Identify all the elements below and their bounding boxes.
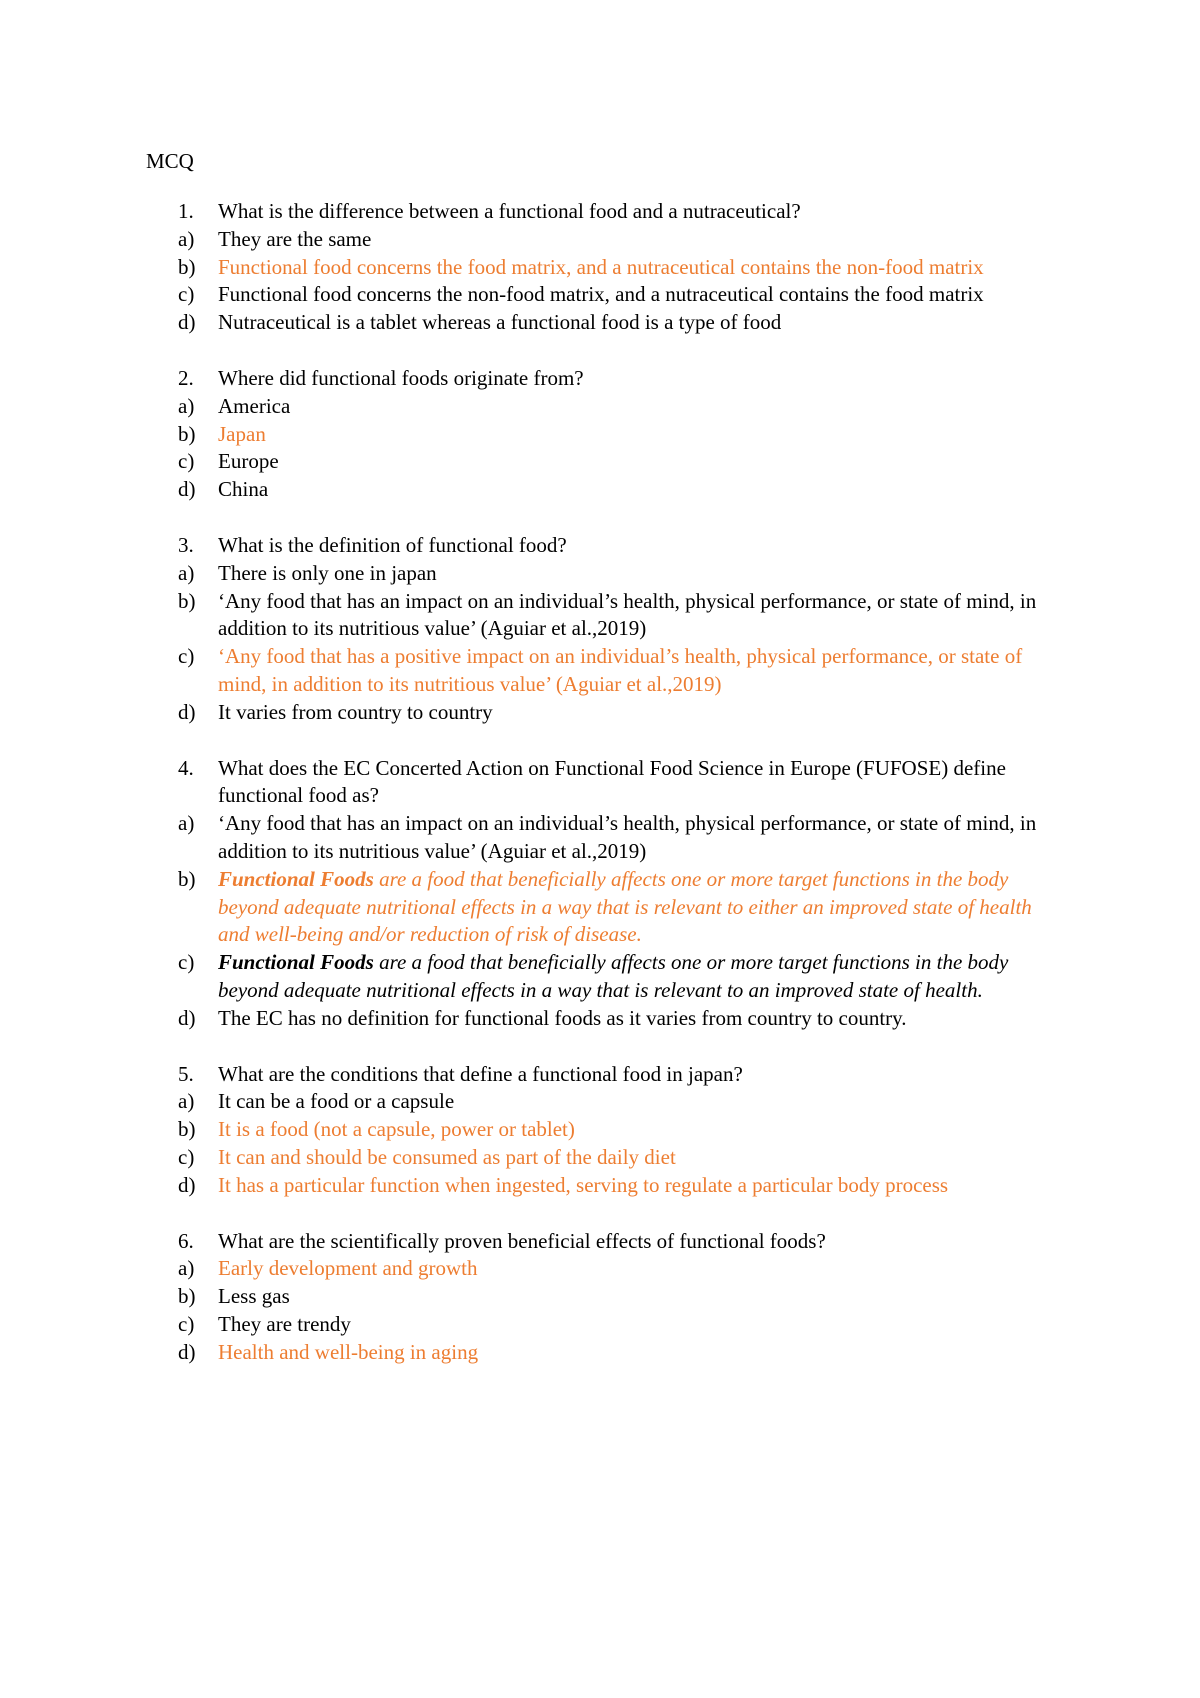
option-letter: a) (178, 393, 195, 418)
option-text: It is a food (not a capsule, power or tablet) (218, 1117, 575, 1142)
option-text: They are trendy (218, 1311, 351, 1336)
option-d (178, 699, 1058, 727)
option-letter: a) (178, 1089, 195, 1114)
option-letter: b) (178, 1117, 196, 1142)
question-3 (178, 532, 1058, 727)
option-text: Health and well-being in aging (218, 1339, 479, 1364)
option-body: are a food that beneficially affects one or more target functions in the body beyond adequate nutritional effects in a way that is relevant to an improved state of health. (218, 950, 1009, 1002)
option-letter: c) (178, 1144, 195, 1169)
option-letter: c) (178, 282, 195, 307)
option-text: ‘Any food that has an impact on an individual’s health, physical performance, or state of mind, in addition to its nutritious value’ (Aguiar et al.,2019) (218, 811, 1037, 863)
question-number: 3. (178, 532, 194, 557)
question-stem (178, 532, 1058, 560)
option-letter: a) (178, 560, 195, 585)
option-text: Early development and growth (218, 1256, 478, 1281)
option-b-correct (178, 254, 1058, 282)
option-d-correct (178, 1339, 1058, 1367)
question-number: 4. (178, 755, 194, 780)
option-b-correct (178, 1116, 1058, 1144)
question-2 (178, 365, 1058, 504)
question-1 (178, 198, 1058, 337)
option-c (178, 949, 1058, 1005)
option-text: Functional food concerns the non-food matrix, and a nutraceutical contains the food matrix (218, 282, 984, 307)
question-text: What is the definition of functional food? (218, 532, 567, 557)
option-c (178, 281, 1058, 309)
option-letter: b) (178, 588, 196, 613)
option-letter: b) (178, 866, 196, 891)
option-bold-lead: Functional Foods (218, 866, 374, 891)
option-text: There is only one in japan (218, 560, 437, 585)
option-a (178, 226, 1058, 254)
option-text: It can be a food or a capsule (218, 1089, 455, 1114)
option-c (178, 448, 1058, 476)
question-stem (178, 755, 1058, 811)
option-a-correct (178, 1255, 1058, 1283)
option-letter: b) (178, 254, 196, 279)
option-body: are a food that beneficially affects one or more target functions in the body beyond adequate nutritional effects in a way that is relevant to either an improved state of health and well-being and/or reduction of risk of disease. (218, 866, 1032, 947)
option-bold-lead: Functional Foods (218, 950, 374, 975)
option-d (178, 309, 1058, 337)
option-a (178, 560, 1058, 588)
option-b-correct (178, 421, 1058, 449)
option-text (218, 949, 1058, 1005)
option-letter: d) (178, 477, 196, 502)
option-text: ‘Any food that has an impact on an individual’s health, physical performance, or state of mind, in addition to its nutritious value’ (Aguiar et al.,2019) (218, 588, 1037, 641)
option-text: Nutraceutical is a tablet whereas a functional food is a type of food (218, 310, 782, 335)
question-stem (178, 1228, 1058, 1256)
option-a (178, 1088, 1058, 1116)
option-text: It varies from country to country (218, 699, 493, 724)
question-5 (178, 1061, 1058, 1200)
option-d (178, 476, 1058, 504)
option-letter: d) (178, 1005, 196, 1030)
option-text: Functional food concerns the food matrix, and a nutraceutical contains the non-food matrix (218, 254, 984, 279)
option-text: It has a particular function when ingested, serving to regulate a particular body process (218, 1172, 949, 1197)
question-text: What does the EC Concerted Action on Functional Food Science in Europe (FUFOSE) define functional food as? (218, 755, 1006, 808)
option-letter: d) (178, 310, 196, 335)
option-text: China (218, 477, 269, 502)
option-c-correct (178, 1144, 1058, 1172)
question-stem (178, 1061, 1058, 1089)
option-letter: d) (178, 1172, 196, 1197)
question-number: 6. (178, 1228, 194, 1253)
option-letter: d) (178, 1339, 196, 1364)
option-letter: b) (178, 1284, 196, 1309)
question-stem (178, 198, 1058, 226)
option-c-correct (178, 643, 1058, 699)
option-d (178, 1005, 1058, 1033)
option-letter: d) (178, 699, 196, 724)
option-c (178, 1311, 1058, 1339)
option-a (178, 810, 1058, 866)
option-letter: a) (178, 1256, 195, 1281)
question-text: Where did functional foods originate from? (218, 365, 584, 390)
option-text: They are the same (218, 226, 372, 251)
question-4 (178, 755, 1058, 1033)
question-text: What are the scientifically proven beneficial effects of functional foods? (218, 1228, 826, 1253)
option-b-correct (178, 866, 1058, 949)
option-text: ‘Any food that has a positive impact on an individual’s health, physical performance, or state of mind, in addition to its nutritious value’ (Aguiar et al.,2019) (218, 644, 1023, 696)
option-letter: a) (178, 811, 195, 836)
option-text: Japan (218, 421, 266, 446)
question-number: 2. (178, 365, 194, 390)
question-6 (178, 1228, 1058, 1367)
question-stem (178, 365, 1058, 393)
option-d-correct (178, 1172, 1058, 1200)
option-text: America (218, 393, 291, 418)
option-letter: b) (178, 421, 196, 446)
question-number: 5. (178, 1061, 194, 1086)
option-letter: c) (178, 950, 195, 975)
option-text (218, 866, 1058, 949)
option-b (178, 1283, 1058, 1311)
question-list (178, 198, 1058, 1394)
option-letter: c) (178, 1311, 195, 1336)
option-letter: c) (178, 644, 195, 669)
option-text: Less gas (218, 1284, 290, 1309)
option-letter: a) (178, 226, 195, 251)
option-b (178, 588, 1058, 644)
option-text: Europe (218, 449, 279, 474)
option-letter: c) (178, 449, 195, 474)
option-a (178, 393, 1058, 421)
question-text: What are the conditions that define a functional food in japan? (218, 1061, 743, 1086)
option-text: It can and should be consumed as part of the daily diet (218, 1144, 676, 1169)
question-number: 1. (178, 199, 194, 223)
option-text: The EC has no definition for functional foods as it varies from country to country. (218, 1005, 907, 1030)
question-text: What is the difference between a functional food and a nutraceutical? (218, 199, 801, 223)
page-heading: MCQ (146, 149, 194, 173)
